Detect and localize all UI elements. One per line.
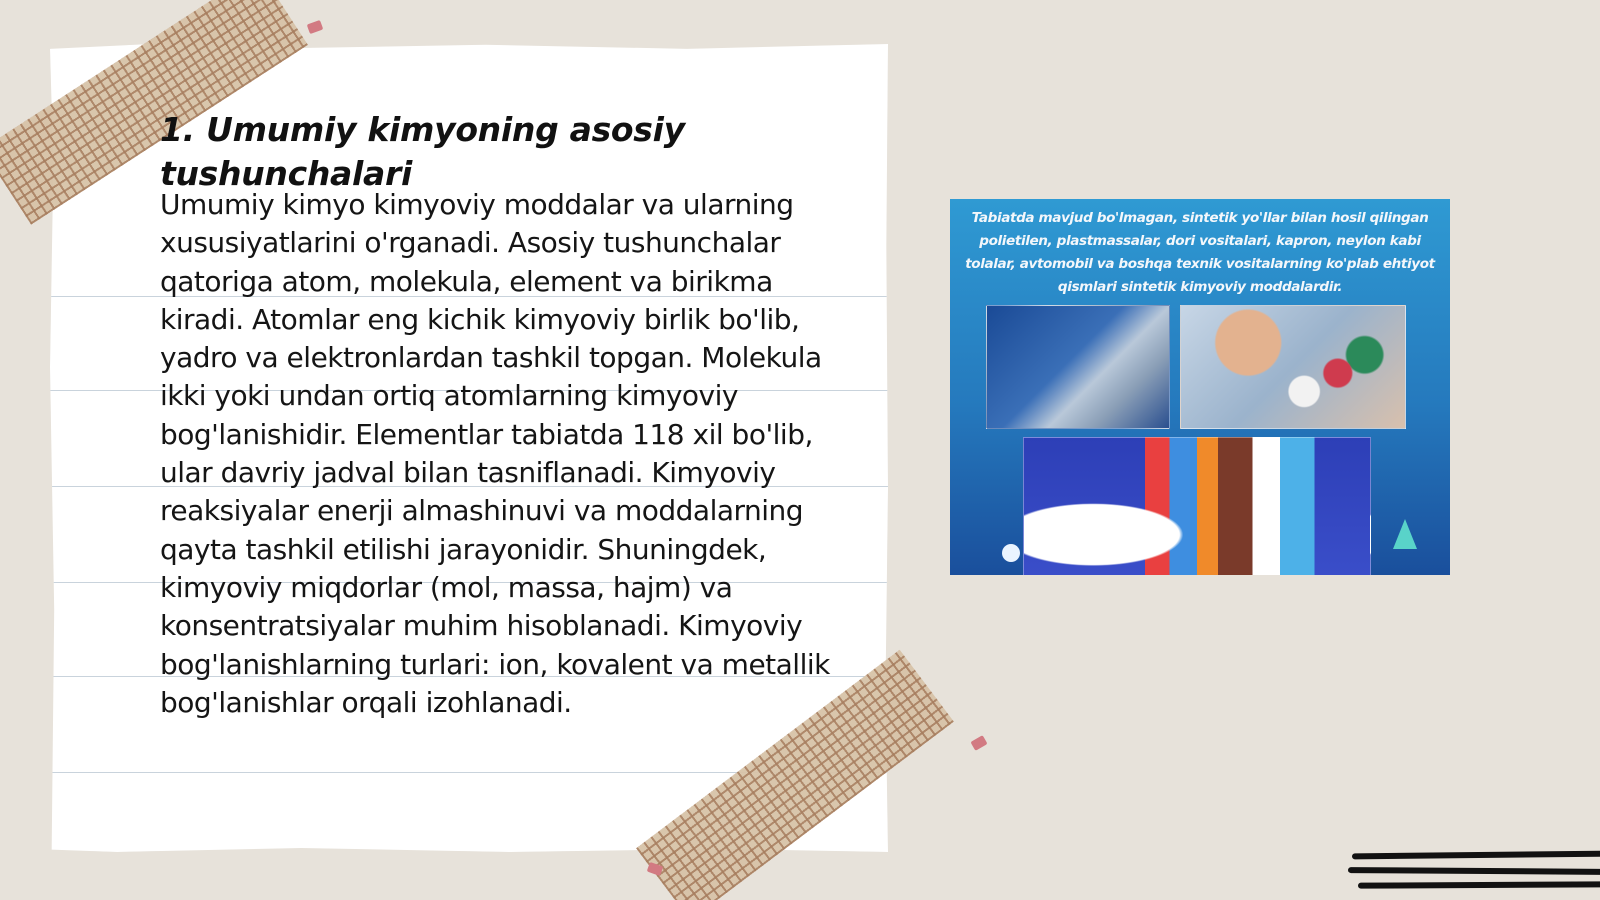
tape-tip [307,20,324,34]
brush-stroke [1352,851,1600,860]
slide-body: Umumiy kimyo kimyoviy moddalar va ularning xususiyatlarini o'rganadi. Asosiy tushunchalar qatoriga atom, molekula, element va birikma kiradi. Atomlar eng kichik kimyoviy birlik bo'lib, yadro va elektronlardan tashkil topgan. Molekula ikki yoki undan ortiq atomlarning kimyoviy bog'lanishidir. Elementlar tabiatda 118 xil bo'lib, ular davriy jadval bilan tasniflanadi. Kimyoviy reaksiyalar enerji almashinuvi va moddalarning qayta tashkil etilishi jarayonidir. Shuningdek, kimyoviy miqdorlar (mol, massa, hajm) va konsentratsiyalar muhim hisoblanadi. Kimyoviy bog'lanishlarning turlari: ion, kovalent va metallik bog'lanishlar orqali izohlanadi. [160,188,830,719]
slide-title: 1. Umumiy kimyoning asosiy tushunchalari [160,110,685,193]
sparkle-icon [1002,544,1020,562]
synthetic-materials-image [950,199,1450,575]
flask-icon [1393,519,1417,549]
brush-stroke [1358,881,1600,888]
pills-photo [1180,305,1406,429]
plastic-tableware-photo [1023,437,1371,575]
plastic-film-photo [986,305,1170,429]
image-caption: Tabiatda mavjud bo'lmagan, sintetik yo'llar bilan hosil qilingan polietilen, plastmassalar, dori vositalari, kapron, neylon kabi tolalar, avtomobil va boshqa texnik vositalarning ko'plab ehtiyot qismlari sintetik kimyoviy moddalardir. [965,210,1435,295]
tape-tip [970,735,987,751]
brush-stroke [1348,867,1600,875]
text-content [160,108,840,722]
